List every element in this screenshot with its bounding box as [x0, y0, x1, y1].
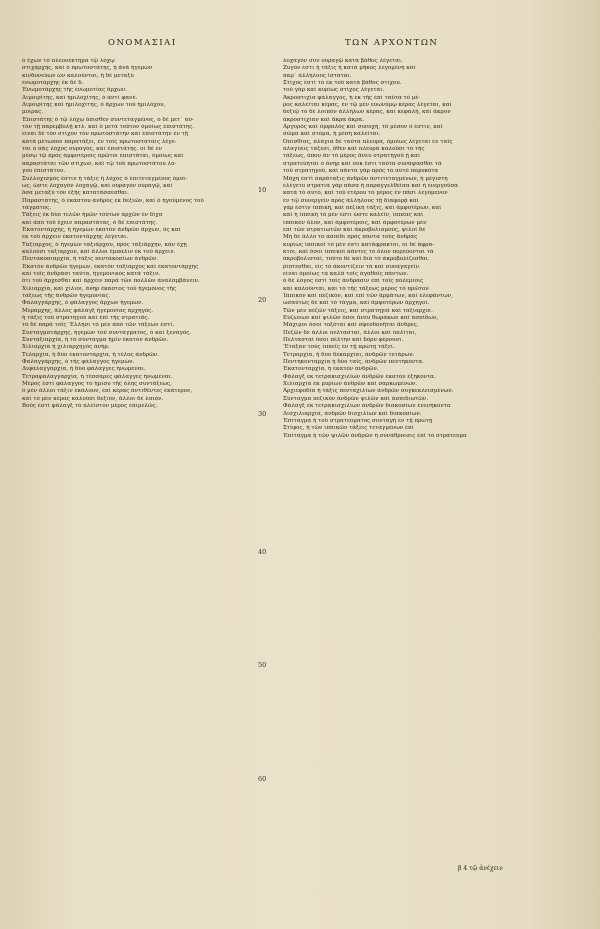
margin-line-number: 20 [258, 296, 267, 304]
text-line: ἀκροστιχίαν καὶ ἄκρα ἄκρα. [283, 116, 365, 123]
text-line: τὸν τῇ παρεμβολῇ κτλ. καὶ ὁ μετὰ τοῦτον ὁμοίως ἐπιστάτης. [22, 124, 195, 131]
text-line: παρ᾽ ἀλλήλους ἵσταται. [283, 72, 352, 79]
text-line: Συνταγματάρχης, ἡγεμὼν τοῦ συντάγματος, ὁ καὶ ξεναγός. [22, 329, 192, 336]
text-line: καὶ τὸ μὲν κέρας καλοῦσι δεξιόν, ἄλλοι δὲ λαιόν. [22, 395, 164, 402]
text-line: Διφαλαγγαρχία, ἡ δύο φάλαγγες ἡνωμέναι. [22, 366, 146, 373]
text-line: ἱππικὸν ὅλον, καὶ ἀμφοτέροις, καὶ ἀμφοτέρων μὲν [283, 219, 427, 226]
text-line: καὶ ἀπὸ τοῦ ἔχειν παραστάτας, ὁ δὲ ἐπιστάτης. [22, 219, 158, 226]
text-line: Ἐπίταγμα ἡ τῶν ψιλῶν ἀνδρῶν ἡ συνάθροισις ἐπὶ τὸ στράτευμα [283, 432, 467, 439]
text-line: ὁ δὲ λόγος ἐστὶ τοῖς ἀνδράσιν ἐπὶ τοῖς πολεμίοις [283, 278, 424, 285]
text-line: Ἐνωμοτάρχης τῆς ἐνωμοτίας ἄρχων. [22, 87, 128, 94]
left-text-column [22, 58, 254, 411]
text-line: τάξεως, ὅπου ἂν τὸ μέρος ἄνευ στρατηγοῦ ᾖ καὶ [283, 153, 421, 160]
text-line: Χιλιαρχία, καὶ χίλιοι, ἀνὴρ ἕκαστος τοῦ ἡγεμόνος τῆς [22, 285, 177, 292]
text-line: ἐπὶ τῶν στρατιωτῶν καὶ ἀκροβολισμοὺς, ψιλοὶ δὲ [283, 226, 426, 233]
text-line: ἡ τάξις τοῦ στρατηγοῦ καὶ ἐπὶ τῆς στρατιᾶς. [22, 315, 150, 322]
text-line: Δισχιλιαρχία, ἀνδρῶν δισχιλίων καὶ διακοσίων. [283, 410, 422, 417]
text-line: λοχαγὸν σὺν οὐραγῷ κατὰ βάθος λέγεται. [283, 58, 403, 64]
text-line: Πεζῶν δὲ ἄλλοι πελτασταί, ἄλλοι καὶ ὁπλῖται, [283, 329, 417, 336]
text-line: τοῦ στρατηγοῦ, καὶ πάντα γὰρ πρὸς τὸ αὐτὸ πεφυκότα [283, 168, 439, 175]
text-line: Ἐπίταγμα ἡ τοῦ στρατεύματος συνταγὴ ἐν τῇ πρώτῃ [283, 417, 433, 424]
margin-line-number: 50 [258, 661, 267, 669]
text-line: καὶ καλοῦνται, καὶ τὸ τῆς τάξεως μέρος τὸ πρῶτον [283, 285, 429, 292]
text-line: Ταξίαρχος, ὁ ἡγεμὼν ταξιάρχου, πρὸς ταξιάρχην, κἀν ἔχῃ [22, 241, 187, 248]
text-line: Ἑκατοντάρχης, ἢ ἡγεμὼν ἑκατὸν ἀνδρῶν ἄρχων, ὃς καὶ [22, 226, 181, 233]
text-line: κατὰ μέτωπον παρατάξει, ἐν τοῖς πρωτοστάταις λέγε- [22, 138, 177, 145]
text-line: Συνταξιαρχία, ἢ τὸ σύνταγμα ἡμῖν ἑκατὸν ἀνδρῶν. [22, 337, 169, 344]
text-line: στιχάρχης, καὶ ὁ πρωτοστάτης, ἡ ἀνὰ ἡγεμὼν [22, 65, 153, 72]
text-line: Φαλαγγάρχης, ὁ τῆς φάλαγγος ἡγεμών. [22, 359, 135, 366]
text-line: τάγματος. [22, 204, 52, 211]
text-line: κατὰ τὸ αὐτό, καὶ τοῦ ἑτέρου τὸ μέρος ἐν πᾶσι λεγόμενον [283, 190, 448, 197]
text-line: καλοῦσι ταξίαρχον, καὶ ἄλλοι ἔμπαλιν ἐκ τοῦ ἄρχειν. [22, 248, 176, 255]
text-line: τάξεως τῆς ἀνδρῶν ἡγεμονίας. [22, 293, 111, 299]
text-line: ὡσαύτως δὲ καὶ τὸ τάγμα, καὶ ἀμφοτέρων ἀρχηγοί. [283, 300, 430, 307]
text-line: ἀκροβολισταί, τοῦτο δὲ καὶ διὰ τὸ ἀκροβολίζεσθαι. [283, 256, 430, 263]
text-line: ὅτι τοῦ ἄρχεσθαι καὶ ἄρχειν παρὰ τῶν πολλῶν ἀναλαμβάνειν. [22, 278, 200, 285]
text-line: Φαλαγγάρχης, ὁ φάλαγγος ἄρχων ἡγεμών. [22, 300, 144, 307]
text-line: καὶ τοῖς ἀνδράσι ταῦτα, ἡγεμονικὸς κατὰ τάξιν. [22, 270, 161, 277]
text-line: εἶναι δὲ τὸν στίχον τὸν πρωτοστάτην καὶ ἐπιστάτην ἐν τῇ [22, 131, 189, 138]
text-line: Βοῦς ἐστὶ φάλαγξ τὸ πλεῖστον μέρος ἐπιμελῶς. [22, 403, 158, 410]
text-line: Μάχιμοι ὅσοι τοξόται καὶ σφενδονῆται ἄνδρες. [283, 322, 419, 329]
text-line: ἐκ τοῦ ἄρχειν ἑκατοντάρχης λέγεται. [22, 234, 129, 241]
text-line: ἐλέγετο στρατιὰ γὰρ πᾶσα ἡ παραγγελθεῖσα καὶ ἡ ἐνεργοῦσα [283, 182, 459, 189]
margin-line-number: 10 [258, 186, 267, 194]
text-line: ὃ μὲν ἄλλοι τάξιν ἐκάλουν, ἐπὶ κέρας ἀντιθέντες ἑκάτερον, [22, 388, 193, 395]
text-line: πλαγίαις τάξεσι, ὅθεν καὶ πλευρὰ καλοῦσι τὸ τῆς [283, 146, 425, 153]
text-line: Ἐπιστάτης ὁ τῷ λόχῳ ὄπισθεν συντεταγμένος, ὁ δὲ μετ᾽ αὐ- [22, 116, 194, 123]
text-line: Στῖφος, ἡ τῶν ἱππικῶν τάξεις τεταγμένων ἐπὶ [283, 425, 414, 432]
text-line: ἐν τῷ συνεργεῖν πρὸς ἀλλήλους τῇ διαφορᾷ καὶ [283, 197, 419, 204]
text-line: Μέρος ἐστὶ φάλαγγος τὸ ἥμισυ τῆς ὅλης συντάξεως, [22, 381, 172, 388]
text-line: δεξιῷ τὸ δὲ λοιπὸν ἀλλήλων κέρας, καὶ κεφαλή, καὶ ἄκρον [283, 109, 451, 116]
text-line: ῥίπτεσθαι, εἰς τὸ ἀκοντίζειν τὰ καὶ συναγαγεῖν. [283, 263, 421, 270]
text-line: Ἀρχιεφοδία ἡ τάξις πενταχιλίων ἀνδρῶν συγκεκλεισμένων. [283, 388, 454, 395]
margin-line-number: 40 [258, 548, 267, 556]
text-line: κτοι, καὶ ὅσοι ἱππικοὶ πάντες τὸ ὅλον πορεύονται τὰ [283, 248, 434, 255]
text-line: κινδυνεύων ὢν καλοῦνται, ἡ δὲ μεταξύ [22, 72, 134, 79]
text-line: παραστάται τῶν στίχων, καὶ τῷ τοῦ πρωτοστάτου λό- [22, 160, 177, 167]
text-line: Χιλιαρχία ἢ χιλιαρχηγός ἀνήρ. [22, 344, 110, 351]
text-line: Ὀπισθίας, πλάγια δὲ ταῦτα πλευρὰ, ὁμοίως λέγεται ἐν ταῖς [283, 138, 453, 145]
text-line: Ἰππικὸν καὶ πεζικὸν, καὶ ἐπὶ τῶν ἅρμάτων, καὶ ἐλεφάντων, [283, 293, 453, 299]
text-line: ὅσα μεταξὺ τὸν ἑξῆς κατατάσσεσθαι. [22, 190, 129, 197]
text-line: Ἀργυρὸς καὶ ὀμφαλὸς καὶ συνοχὴ, τὸ μέσον ὃ ἐστιν, καὶ [283, 124, 443, 131]
text-line: γου ἐπιστάτου. [22, 168, 66, 175]
text-line: ως, ὥστε λοχαγὸν λοχαγῷ, καὶ οὐραγὸν οὐραγῷ, καὶ [22, 182, 173, 189]
margin-line-number: 60 [258, 775, 267, 783]
page-header-left: ΟΝΟΜΑΣΙΑΙ [108, 38, 177, 48]
text-line: γὰρ ἐστὶν ἱππικὴ, καὶ πεζικὴ τάξις, καὶ ἀμφοτέρων, καὶ [283, 204, 442, 211]
text-line: Ἑκατονταρχία, ἡ ἑκατὸν ἀνδρῶν. [283, 366, 379, 373]
text-line: Μάχη ἐστὶ παράταξις ἀνδρῶν ἀντιτεταγμένων, ἡ μέγιστη [283, 175, 448, 182]
text-line: Συλλοχισμὸς ἐστιν ἡ τάξις ἢ λόχος ὁ ἐπιτεταγμένος ὁμοί- [22, 175, 188, 182]
text-line: Φάλαγξ ἐκ τετρακισχιλίων ἀνδρῶν διακοσίων ἐνενήκοντα [283, 403, 451, 410]
text-line: τὸ δὲ παρὰ τοῖς Ἕλλησι τὸ μὲν ἀπὸ τῶν τάξεων ἐστὶ. [22, 322, 175, 329]
text-line: Χιλιαρχία ἐκ μυρίων ἀνδρῶν καὶ σαρκωμένων. [283, 381, 418, 388]
text-line: ἐνωμοτάρχης ἐκ δὲ δ. [22, 80, 84, 87]
text-line: μέσῳ τῷ πρὸς ἀμφοτέροις πρῶτοι ἐπιστάται, ὁμοίως καὶ [22, 153, 184, 160]
text-line: Εὐζώνων καὶ ψιλῶν ὅσοι ἄνευ θωράκων καὶ ἀσπίδων, [283, 315, 439, 322]
text-line: Πελτασταὶ ὅσοι πέλτην καὶ δόρυ φέρουσι. [283, 337, 404, 344]
text-line: Διμοιρίτης καὶ ἡμιλοχίτης, ὁ ἄρχων τοῦ ἡμιλόχου, [22, 102, 166, 109]
text-line: Παραστάτης, ὁ ἑκάστου ἀνδρὸς ἐκ δεξιῶν, καὶ ὁ ἡγούμενος τοῦ [22, 197, 204, 204]
text-line: Τάξεις ἐκ δύο τελῶν ἡμῶν τούτων ἀρχῶν ἐν δίχα [22, 212, 163, 219]
text-line: Στίχος ἐστὶ τὸ ἐκ τοῦ κατὰ βάθος στίχου. [283, 80, 402, 87]
text-line: Τῶν μὲν πεζῶν τάξεις, καὶ στρατηγοὶ καὶ ταξίαρχοι. [283, 307, 433, 314]
text-line: Τελαρχία, ἡ δύο ἑκατονταρχία, ἢ τέλος ἀνδρῶν. [22, 351, 159, 358]
text-line: μοίρας. [22, 109, 44, 116]
text-line: σῶμα καὶ στόμα, ἡ μέση καλεῖται. [283, 131, 381, 138]
text-line: Πεντακοσιαρχία, ἡ τάξις πεντακοσίων ἀνδρῶν. [22, 256, 159, 263]
text-line: Ἀκροστιχία φάλαγγος, ἡ ἐκ τῆς ἐπὶ ταῦτα τὸ μέ- [283, 94, 421, 101]
text-line: ρος καλεῖται κέρας, ἐν τῷ μὲν εὐωνύμῳ κέρας λέγεται, καὶ [283, 102, 452, 109]
text-line: ὁ ἔχων τὸ πλεονέκτημα τῷ λόχῳ [22, 58, 115, 64]
right-text-column [283, 58, 503, 440]
text-line: στρατεύηται ὁ ἀνὴρ καὶ οὐκ ἔστι ταῦτα συνάψασθαι τὰ [283, 160, 442, 167]
text-line: Τετραφαλαγγαρχία, ἡ τέσσαρες φάλαγγες ἡνωμέναι. [22, 373, 173, 380]
text-line: ται ὁ πᾶς λόχος οὐραγὸς, καὶ ἐπιστάτης. οἱ δὲ ἐν [22, 146, 162, 153]
text-line: Ἐκατὸν ἀνδρῶν ἡγεμών, ἑκατὸν ταξίαρχος καὶ ἑκατοντάρχης [22, 263, 199, 270]
text-line: Φάλαγξ ἐκ τετρακισχιλίων ἀνδρῶν ἑκατὸν ἐξήκοντα. [283, 373, 436, 380]
text-line: Διμοιρίτης, καὶ ἡμιλοχίτης, ὁ ἀντὶ φανέ. [22, 94, 138, 101]
text-line: Μὴ δὲ ἄλλο τὸ ἀσπίδι πρὸς πάντα τοὺς ἄνδρας [283, 234, 418, 241]
text-line: τοῦ γὰρ καὶ κυρίως στίχος λέγεται. [283, 87, 385, 94]
text-line: Ζυγὸν ἐστι ἡ τάξις ἡ κατὰ μῆκος λεγομένη καὶ [283, 65, 416, 72]
text-line: Τετραρχία, ἡ δύο δεκαρχίαι, ἀνδρῶν τετάρων. [283, 351, 415, 358]
text-line: καὶ ἡ ἱππικὴ τὸ μέν ἐστι ὥστε καλεῖν, ἱππέας καὶ [283, 212, 424, 219]
text-line: Ἔταξαν τοὺς ἱππεῖς ἐν τῇ πρώτῃ τάξει. [283, 344, 395, 351]
text-line: εἶναι ὁμοίως τὰ καλὰ τοῖς ἀγαθοῖς πάντων. [283, 270, 409, 277]
text-line: Μεράρχης, ἄλλος φάλαγξ ἡγεμονίας ἀρχηγός. [22, 307, 154, 314]
page-header-right: ΤΩΝ ΑΡΧΟΝΤΩΝ [345, 38, 439, 48]
text-line: Πεντηκονταρχία ἡ δύο ταῖς, ἀνδρῶν πεντήκοντα. [283, 359, 424, 366]
text-line: Σύνταγμα πεζικὸν ἀνδρῶν ψιλῶν καὶ ἀσπιδιωτῶν. [283, 395, 429, 402]
text-line: κυρίως ἱππικοὶ τὸ μέν ἐστι κατάφρακτοι, οἱ δὲ ἄφρα- [283, 241, 435, 248]
printer-signature: β 4 τῷ ἀνέχειν [458, 865, 503, 872]
margin-line-number: 30 [258, 410, 267, 418]
